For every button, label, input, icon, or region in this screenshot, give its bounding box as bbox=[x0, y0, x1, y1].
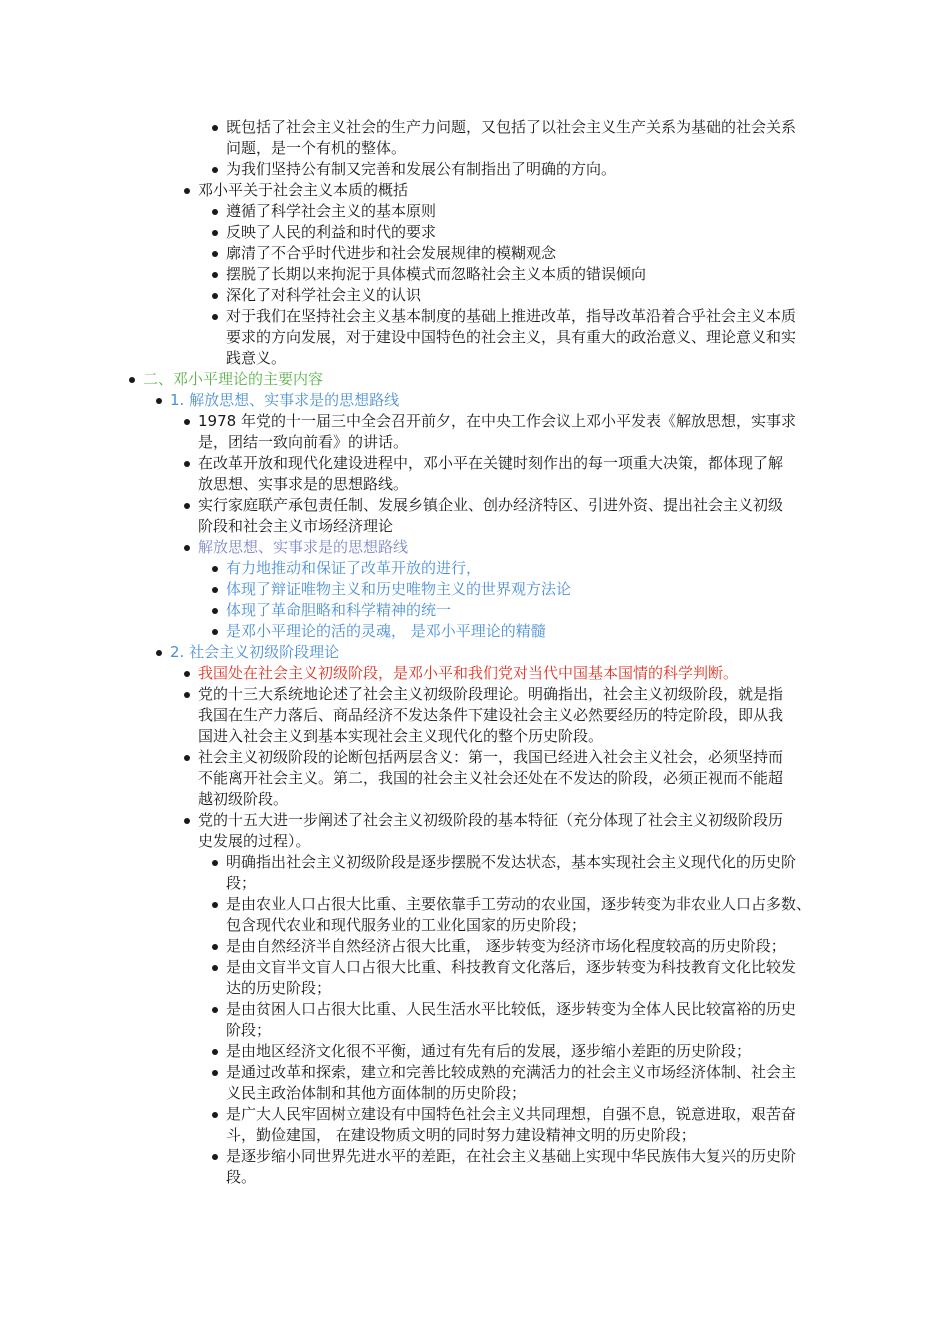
bullet-dot bbox=[184, 461, 190, 467]
bullet-dot bbox=[184, 545, 190, 551]
list-item-text: 实行家庭联产承包责任制、发展乡镇企业、创办经济特区、引进外资、提出社会主义初级 bbox=[198, 496, 784, 514]
list-item-text: 党的十三大系统地论述了社会主义初级阶段理论。明确指出，社会主义初级阶段，就是指 bbox=[198, 685, 784, 703]
list-item-text: 体现了辩证唯物主义和历史唯物主义的世界观方法论 bbox=[226, 580, 572, 598]
bullet-dot bbox=[212, 902, 218, 908]
list-item-continuation: 我国在生产力落后、商品经济不发达条件下建设社会主义必然要经历的特定阶段，即从我 bbox=[198, 706, 784, 724]
bullet-dot bbox=[184, 755, 190, 761]
bullet-dot bbox=[184, 671, 190, 677]
list-item-text: 是由自然经济半自然经济占很大比重， 逐步转变为经济市场化程度较高的历史阶段； bbox=[226, 937, 786, 955]
list-item-text: 邓小平关于社会主义本质的概括 bbox=[198, 181, 409, 199]
bullet-dot bbox=[212, 293, 218, 299]
bullet-dot bbox=[212, 1112, 218, 1118]
bullet-dot bbox=[184, 692, 190, 698]
list-item-continuation: 斗，勤俭建国， 在建设物质文明的同时努力建设精神文明的历史阶段； bbox=[226, 1126, 696, 1144]
bullet-dot bbox=[212, 944, 218, 950]
bullet-dot bbox=[212, 209, 218, 215]
bullet-dot bbox=[212, 167, 218, 173]
list-item-text: 是由地区经济文化很不平衡，通过有先有后的发展，逐步缩小差距的历史阶段； bbox=[226, 1042, 752, 1060]
list-item-continuation: 放思想、实事求是的思想路线。 bbox=[198, 475, 409, 493]
bullet-dot bbox=[212, 629, 218, 635]
list-item-text: 是广大人民牢固树立建设有中国特色社会主义共同理想，自强不息，锐意进取，艰苦奋 bbox=[226, 1105, 797, 1123]
bullet-dot bbox=[156, 650, 162, 656]
list-item-text: 是由文盲半文盲人口占很大比重、科技教育文化落后，逐步转变为科技教育文化比较发 bbox=[226, 958, 797, 976]
list-item-text: 反映了人民的利益和时代的要求 bbox=[226, 223, 437, 241]
bullet-dot bbox=[156, 398, 162, 404]
bullet-dot bbox=[184, 818, 190, 824]
list-item-text: 我国处在社会主义初级阶段，是邓小平和我们党对当代中国基本国情的科学判断。 bbox=[198, 664, 739, 682]
bullet-dot bbox=[212, 272, 218, 278]
bullet-dot bbox=[212, 965, 218, 971]
list-item-text: 在改革开放和现代化建设进程中，邓小平在关键时刻作出的每一项重大决策，都体现了解 bbox=[198, 454, 784, 472]
list-item-text: 是由贫困人口占很大比重、人民生活水平比较低，逐步转变为全体人民比较富裕的历史 bbox=[226, 1000, 797, 1018]
bullet-dot bbox=[184, 419, 190, 425]
bullet-dot bbox=[212, 566, 218, 572]
list-item-continuation: 段。 bbox=[226, 1168, 257, 1186]
list-item-text: 是由农业人口占很大比重、主要依靠手工劳动的农业国，逐步转变为非农业人口占多数、 bbox=[226, 895, 812, 913]
list-item-continuation: 义民主政治体制和其他方面体制的历史阶段； bbox=[226, 1084, 527, 1102]
list-item-continuation: 是，团结一致向前看》的讲话。 bbox=[198, 433, 409, 451]
list-item-continuation: 阶段； bbox=[226, 1021, 272, 1039]
list-item-text: 对于我们在坚持社会主义基本制度的基础上推进改革，指导改革沿着合乎社会主义本质 bbox=[226, 307, 797, 325]
list-item-continuation: 践意义。 bbox=[226, 349, 287, 367]
bullet-dot bbox=[212, 1007, 218, 1013]
list-item-continuation: 要求的方向发展，对于建设中国特色的社会主义，具有重大的政治意义、理论意义和实 bbox=[226, 328, 797, 346]
list-item-text: 二、邓小平理论的主要内容 bbox=[143, 370, 324, 388]
list-item-continuation: 包含现代农业和现代服务业的工业化国家的历史阶段； bbox=[226, 916, 587, 934]
bullet-dot bbox=[184, 503, 190, 509]
list-item-continuation: 达的历史阶段； bbox=[226, 979, 332, 997]
list-item-continuation: 不能离开社会主义。第二，我国的社会主义社会还处在不发达的阶段，必须正视而不能超 bbox=[198, 769, 784, 787]
list-item-text: 解放思想、实事求是的思想路线 bbox=[198, 538, 409, 556]
bullet-dot bbox=[212, 230, 218, 236]
bullet-dot bbox=[212, 587, 218, 593]
list-item-continuation: 越初级阶段。 bbox=[198, 790, 289, 808]
list-item-text: 遵循了科学社会主义的基本原则 bbox=[226, 202, 437, 220]
list-item-text: 体现了革命胆略和科学精神的统一 bbox=[226, 601, 452, 619]
bullet-dot bbox=[212, 251, 218, 257]
list-item-text: 1978 年党的十一届三中全会召开前夕，在中央工作会议上邓小平发表《解放思想，实事求 bbox=[198, 412, 796, 430]
list-item-text: 为我们坚持公有制又完善和发展公有制指出了明确的方向。 bbox=[226, 160, 617, 178]
list-item-text: 党的十五大进一步阐述了社会主义初级阶段的基本特征（充分体现了社会主义初级阶段历 bbox=[198, 811, 784, 829]
list-item-text: 有力地推动和保证了改革开放的进行， bbox=[226, 559, 482, 577]
bullet-dot bbox=[212, 1070, 218, 1076]
list-item-text: 2. 社会主义初级阶段理论 bbox=[170, 643, 340, 661]
list-item-continuation: 阶段和社会主义市场经济理论 bbox=[198, 517, 394, 535]
list-item-text: 是逐步缩小同世界先进水平的差距，在社会主义基础上实现中华民族伟大复兴的历史阶 bbox=[226, 1147, 797, 1165]
list-item-text: 既包括了社会主义社会的生产力问题，又包括了以社会主义生产关系为基础的社会关系 bbox=[226, 118, 797, 136]
list-item-text: 明确指出社会主义初级阶段是逐步摆脱不发达状态，基本实现社会主义现代化的历史阶 bbox=[226, 853, 797, 871]
bullet-dot bbox=[212, 1154, 218, 1160]
bullet-dot bbox=[212, 608, 218, 614]
bullet-dot bbox=[212, 1049, 218, 1055]
list-item-continuation: 问题，是一个有机的整体。 bbox=[226, 139, 407, 157]
bullet-dot bbox=[129, 377, 135, 383]
list-item-continuation: 段； bbox=[226, 874, 257, 892]
bullet-dot bbox=[212, 314, 218, 320]
bullet-dot bbox=[212, 860, 218, 866]
list-item-text: 深化了对科学社会主义的认识 bbox=[226, 286, 422, 304]
list-item-text: 廓清了不合乎时代进步和社会发展规律的模糊观念 bbox=[226, 244, 557, 262]
list-item-text: 社会主义初级阶段的论断包括两层含义：第一，我国已经进入社会主义社会，必须坚持而 bbox=[198, 748, 784, 766]
bullet-dot bbox=[184, 188, 190, 194]
list-item-text: 摆脱了长期以来拘泥于具体模式而忽略社会主义本质的错误倾向 bbox=[226, 265, 647, 283]
list-item-continuation: 史发展的过程）。 bbox=[198, 832, 311, 850]
list-item-text: 是邓小平理论的活的灵魂， 是邓小平理论的精髓 bbox=[226, 622, 546, 640]
list-item-text: 1. 解放思想、实事求是的思想路线 bbox=[170, 391, 400, 409]
list-item-text: 是通过改革和探索，建立和完善比较成熟的充满活力的社会主义市场经济体制、社会主 bbox=[226, 1063, 797, 1081]
bullet-dot bbox=[212, 125, 218, 131]
list-item-continuation: 国进入社会主义到基本实现社会主义现代化的整个历史阶段。 bbox=[198, 727, 604, 745]
